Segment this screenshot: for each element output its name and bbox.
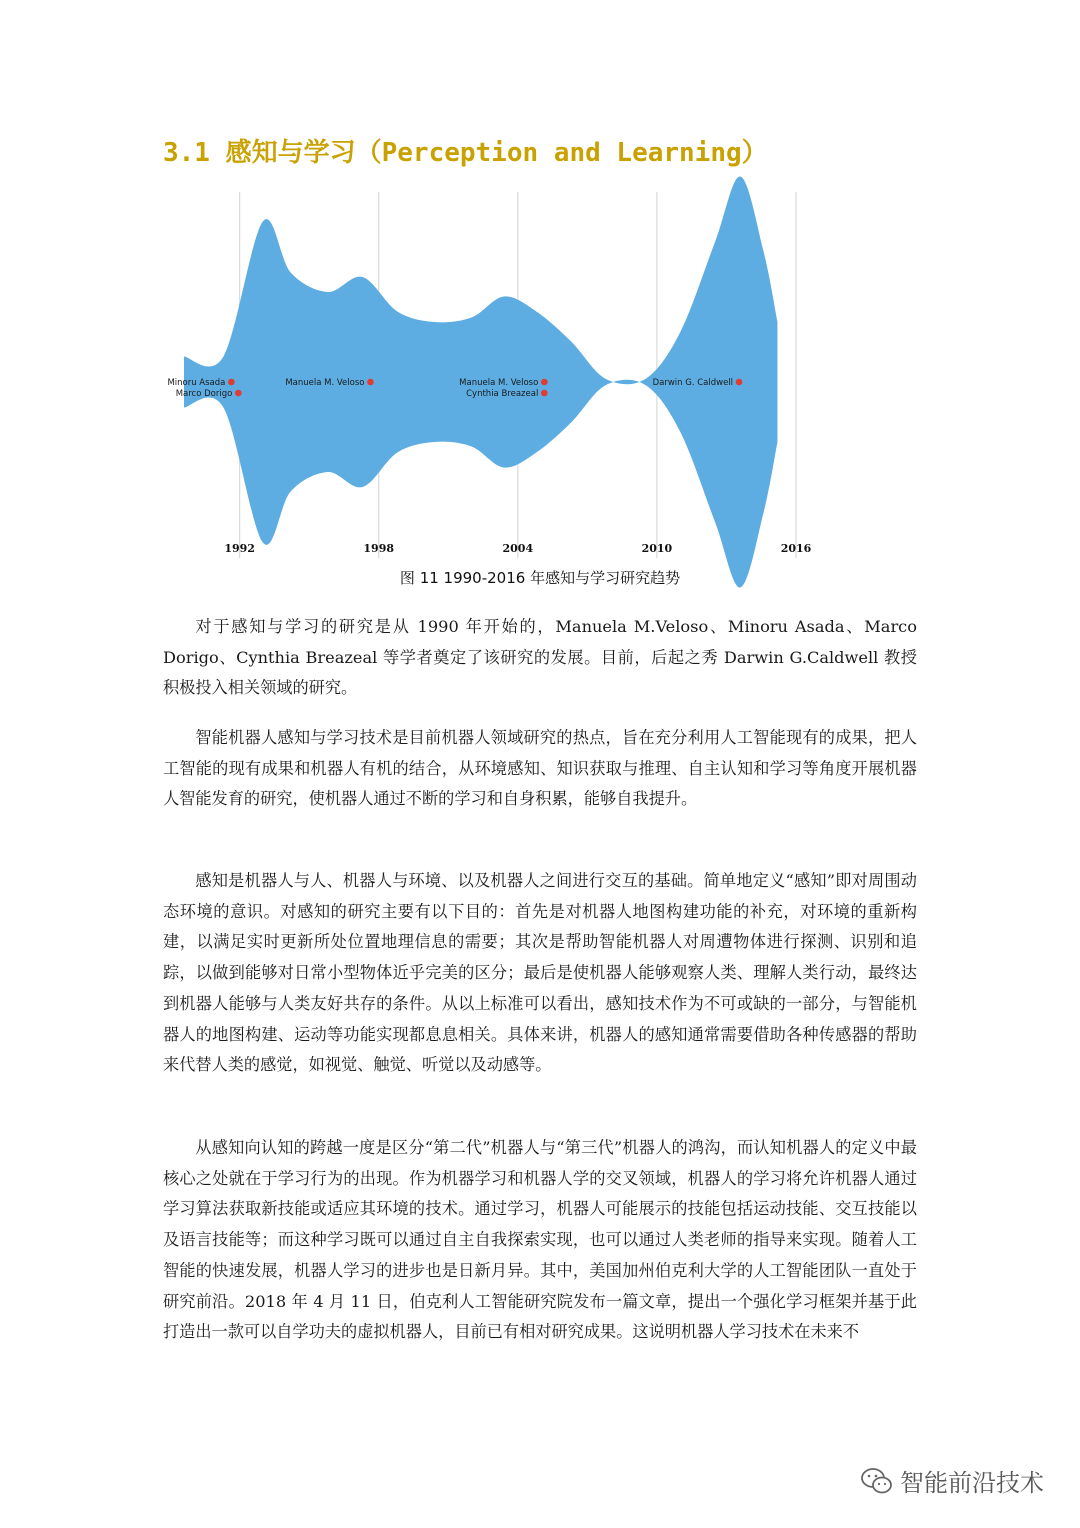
x-tick-2010: 2010: [641, 542, 673, 555]
annotation-label: Manuela M. Veloso: [459, 378, 539, 388]
x-tick-2016: 2016: [780, 542, 812, 555]
x-tick-1992: 1992: [224, 542, 255, 555]
annotation-label: Minoru Asada: [167, 378, 226, 388]
section-title: 3.1 感知与学习（Perception and Learning）: [163, 138, 768, 168]
watermark-text: 智能前沿技术: [900, 1469, 1044, 1497]
annotation-dot: [235, 390, 242, 397]
x-tick-2004: 2004: [502, 542, 534, 555]
research-trend-chart: [167, 180, 830, 570]
annotation-dot: [367, 379, 374, 386]
annotation-dot: [541, 379, 548, 386]
figure-caption: 图 11 1990-2016 年感知与学习研究趋势: [399, 569, 681, 587]
annotation-label: Cynthia Breazeal: [466, 389, 539, 399]
x-tick-1998: 1998: [363, 542, 395, 555]
wechat-icon: [860, 1466, 894, 1496]
annotation-dot: [228, 379, 235, 386]
paragraph-1: 对于感知与学习的研究是从 1990 年开始的，Manuela M.Veloso、Minoru Asada、Marco Dorigo、Cynthia Breazeal 等学者奠定了该研究的发展。目前，后起之秀 Darwin G.Caldwell 教授积极投入相关领域的研究。: [163, 617, 917, 698]
paragraph-3: 感知是机器人与人、机器人与环境、以及机器人之间进行交互的基础。简单地定义“感知”即对周围动态环境的意识。对感知的研究主要有以下目的：首先是对机器人地图构建功能的补充，对环境的重新构建，以满足实时更新所处位置地理信息的需要；其次是帮助智能机器人对周遭物体进行探测、识别和追踪，以做到能够对日常小型物体近乎完美的区分；最后是使机器人能够观察人类、理解人类行动，最终达到机器人能够与人类友好共存的条件。从以上标准可以看出，感知技术作为不可或缺的一部分，与智能机器人的地图构建、运动等功能实现都息息相关。具体来讲，机器人的感知通常需要借助各种传感器的帮助来代替人类的感觉，如视觉、触觉、听觉以及动感等。: [163, 871, 917, 1075]
annotation-dot: [736, 379, 743, 386]
annotation-label: Marco Dorigo: [175, 389, 233, 399]
paragraph-2: 智能机器人感知与学习技术是目前机器人领域研究的热点，旨在充分利用人工智能现有的成果，把人工智能的现有成果和机器人有机的结合，从环境感知、知识获取与推理、自主认知和学习等角度开展机器人智能发育的研究，使机器人通过不断的学习和自身积累，能够自我提升。: [163, 728, 917, 809]
paragraph-4: 从感知向认知的跨越一度是区分“第二代”机器人与“第三代”机器人的鸿沟，而认知机器人的定义中最核心之处就在于学习行为的出现。作为机器学习和机器人学的交叉领域，机器人的学习将允许机器人通过学习算法获取新技能或适应其环境的技术。通过学习，机器人可能展示的技能包括运动技能、交互技能以及语言技能等；而这种学习既可以通过自主自我探索实现，也可以通过人类老师的指导来实现。随着人工智能的快速发展，机器人学习的进步也是日新月异。其中，美国加州伯克利大学的人工智能团队一直处于研究前沿。2018 年 4 月 11 日，伯克利人工智能研究院发布一篇文章，提出一个强化学习框架并基于此打造出一款可以自学功夫的虚拟机器人，目前已有相对研究成果。这说明机器人学习技术在未来不: [163, 1138, 917, 1342]
wechat-watermark: [860, 1463, 1044, 1498]
annotation-label: Darwin G. Caldwell: [652, 378, 734, 388]
annotation-dot: [541, 390, 548, 397]
annotation-label: Manuela M. Veloso: [285, 378, 365, 388]
